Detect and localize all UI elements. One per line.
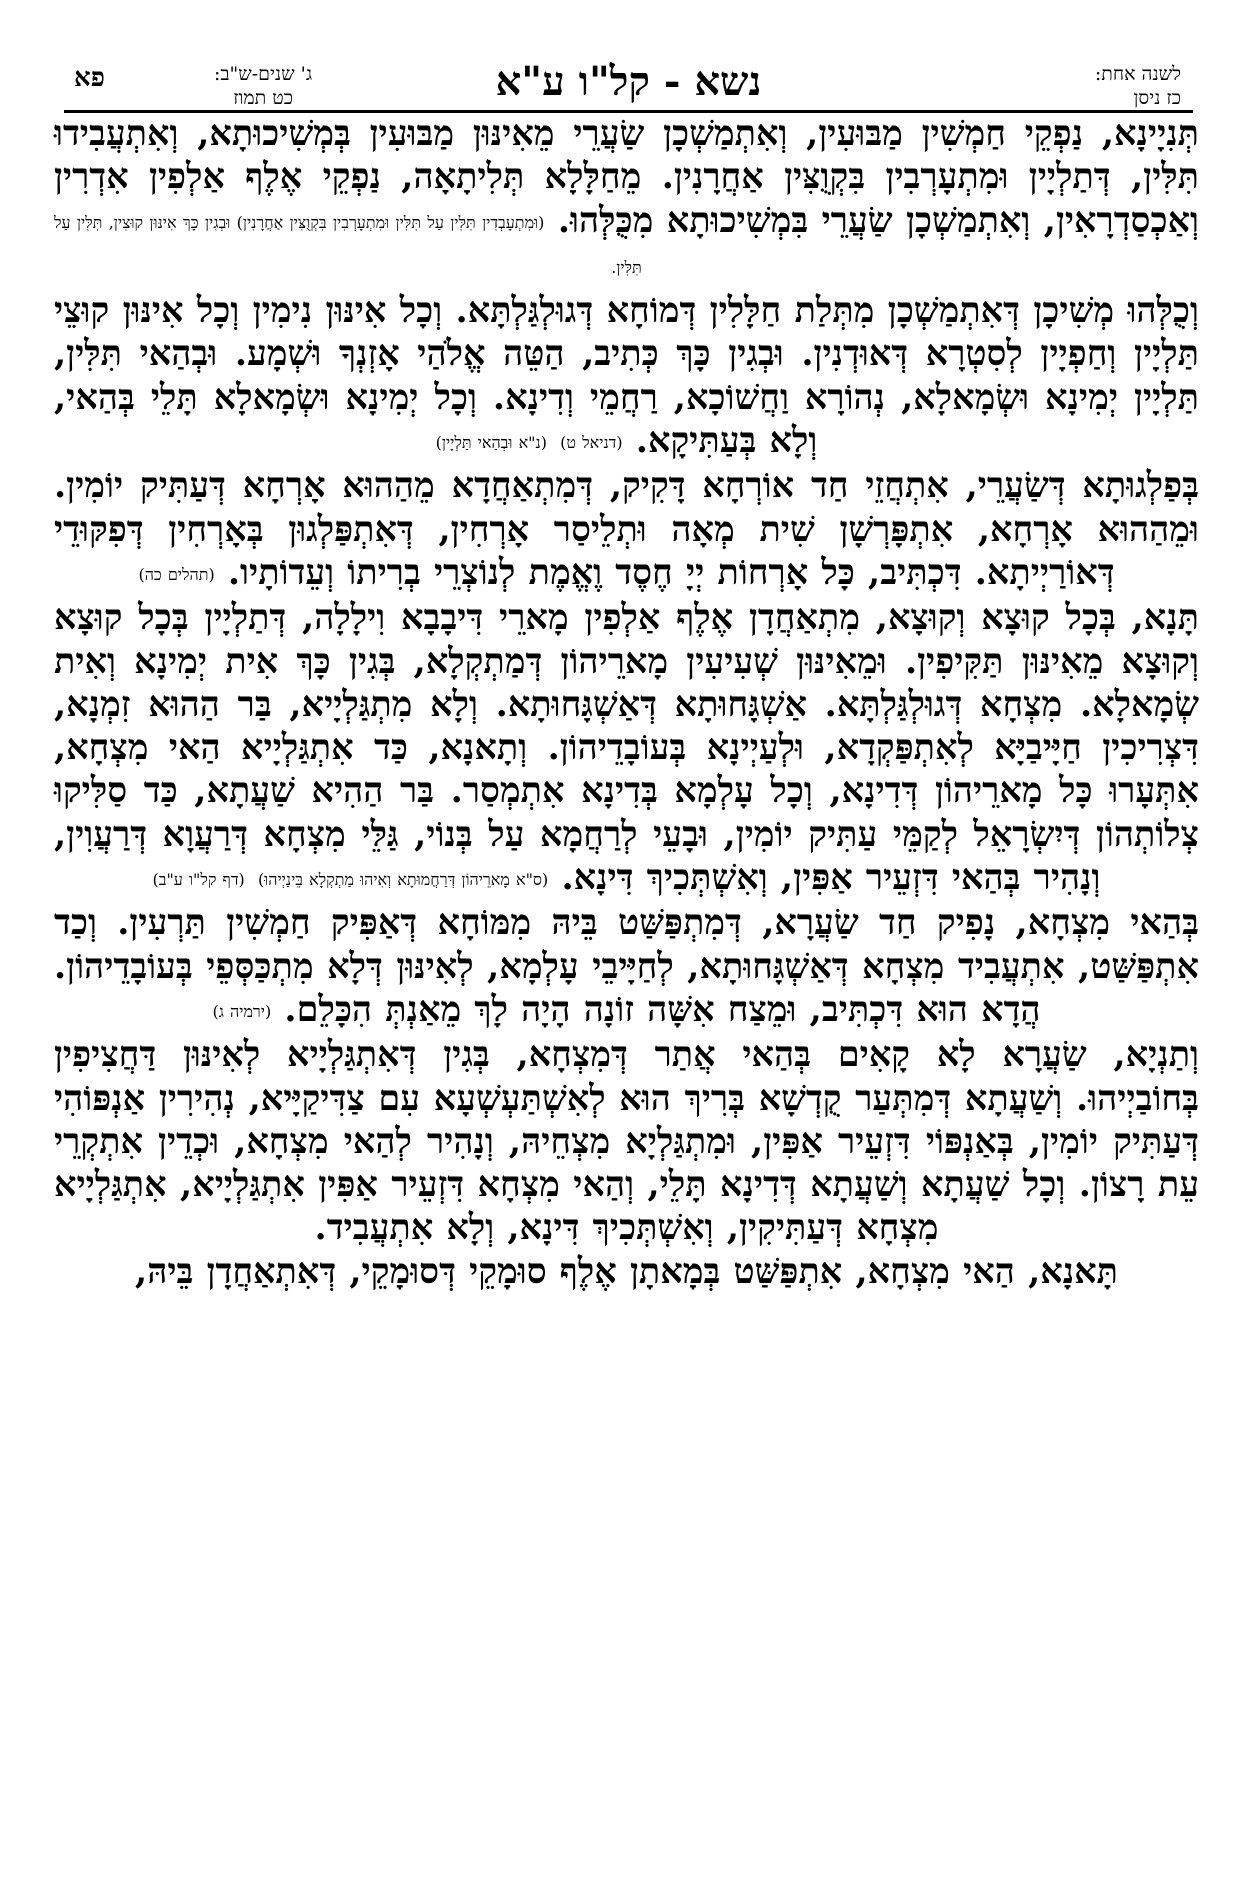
paragraph-7 <box>54 1250 1199 1293</box>
note-daf-reference: (דף קל"ו ע"ב) <box>152 870 245 890</box>
paragraph-5-text: בְּהַאי מִצְחָא, נָפִיק חַד שַׂעֲרָא, דְּמִתְפַּשַּׁט בֵּיהּ מִמּוֹחָא דְּאַפִּיק חַמְשִׁין תַּרְעִין. וְכַד אִתְפַּשַּׁט, אִתְעֲבִיד מִצְחָא דְּאַשְׁגָּחוּתָא, לְחַיָּיבֵי עָלְמָא, לְאִינּוּן דְּלָא מִתְכַּסְּפֵי בְּעוֹבָדֵיהוֹן. הֲדָא הוּא דִּכְתִּיב, וּמֵצַח אִשָּׁה זוֹנָה הָיָה לָךְ מֵאַנְתְּ הִכָּלֵם. <box>54 902 1199 1030</box>
header-right-top: לשנה אחת: <box>1094 63 1181 85</box>
main-text <box>54 112 1199 1293</box>
paragraph-6 <box>54 1033 1199 1249</box>
paragraph-7-text: תָּאנָא, הַאי מִצְחָא, אִתְפַּשַּׁט בְּמָאתָן אֶלֶף סוּמָקֵי דְּסוּמָקֵי, דְּאִתְאַחֲדָן בֵּיהּ, <box>135 1250 1118 1292</box>
header-left-bottom: כט תמוז <box>233 87 293 109</box>
paragraph-2 <box>54 289 1199 464</box>
paragraph-2-text: וְכֻלְּהוּ מְשִׁיכָן דְּאִתְמַשְׁכָן מִתְּלַת חַלָּלִין דְּמוֹחָא דְּגוּלְגַּלְתָּא. וְכָל אִינּוּן נִימִין וְכָל אִינּוּן קוּצֵי תַּלְיָין וְחַפְיָין לְסִטְרָא דְּאוּדְנִין. וּבְגִין כָּךְ כְּתִיב, הַטֵּה אֱלֹהַי אָזְנְךָ וּשְׁמָע. וּבְהַאי תִּלִּין, תַּלְיָין יְמִינָא וּשְׂמָאלָא, נְהוֹרָא וַחֲשׁוֹכָא, רַחֲמֵי וְדִינָא. וְכָל יְמִינָא וּשְׂמָאלָא תָּלֵי בְּהַאי, וְלָא בְּעַתִּיקָא. <box>54 290 1199 462</box>
note-variant-reading: (נ"א וּבְהַאי תַּלְיָין) <box>435 433 547 453</box>
paragraph-1-text: תְּנִיָינָא, נַפְקֵי חַמְשִׁין מַבּוּעִין, וְאִתְמַשְׁכָן שַׂעֲרֵי מֵאִינּוּן מַבּוּעִין בְּמְשִׁיכוּתָא, וְאִתְעֲבִידוּ תִּלִּין, דְּתַלְיָין וּמִתְעָרְבִין בִּקְוֻצִּין אַחֲרָנִין. מֵחַלָּלָא תְּלִיתָאָה, נַפְקֵי אֶלֶף אַלְפִין אִדְרִין וְאַכְסַדְרָאִין, וְאִתְמַשְׁכָן שַׂעֲרֵי בִּמְשִׁיכוּתָא מִכֻּלְּהוּ. <box>54 113 1199 241</box>
paragraph-6-text: וְתַנְיָא, שַׂעֲרָא לָא קָאִים בְּהַאי אֲתַר דְּמִצְחָא, בְּגִין דְּאִתְגַּלְיָיא לְאִינּוּן דַּחֲצִיפִין בְּחוֹבַיְיהוּ. וְשַׁעֲתָא דְּמִתְּעַר קֻדְשָׁא בְּרִיךְ הוּא לְאִשְׁתַּעְשְׁעָא עִם צַדִּיקַיָּיא, נְהִירִין אַנְפּוֹהִי דְּעַתִּיק יוֹמִין, בְּאַנְפּוֹי דִּזְעֵיר אַפִּין, וּמִתְגַּלְיָא מִצְחֵיהּ, וְנָהִיר לְהַאי מִצְחָא, וּכְדֵין אִתְקְרֵי עֵת רָצוֹן. וְכָל שַׁעֲתָא וְשַׁעֲתָא דְּדִינָא תָּלֵי, וְהַאי מִצְחָא דִּזְעֵיר אַפִּין אִתְגַּלְיָיא, אִתְגַּלְיָיא מִצְחָא דְּעַתִּיקִין, וְאִשְׁתְּכִיךְ דִּינָא, וְלָא אִתְעֲבִיד. <box>54 1034 1199 1249</box>
header-left-note <box>214 62 312 110</box>
page-header <box>64 58 1193 114</box>
header-right-bottom: כז ניסן <box>1133 87 1181 109</box>
page-number: פא <box>74 63 105 93</box>
note-yirmiyah: (ירמיה ג) <box>212 1001 272 1021</box>
paragraph-4-text: תָּנָא, בְּכָל קוּצָא וְקוּצָא, מִתְאַחֲדָן אֶלֶף אַלְפִין מָארֵי דִּיבָבָא וִילָלָה, דְּתַלְיָין בְּכָל קוּצָא וְקוּצָא מֵאִינּוּן תַּקִּיפִין. וּמֵאִינּוּן שְׁעִיעִין מָארֵיהוֹן דְּמַתְקְלָא, בְּגִין כָּךְ אִית יְמִינָא וְאִית שְׂמָאלָא. מִצְחָא דְּגוּלְגַּלְתָּא. אַשְׁגָּחוּתָא דְּאַשְׁגָּחוּתָא. וְלָא מִתְגַּלְיָיא, בַּר הַהוּא זִמְנָא, דִּצְרִיכִין חַיָּיבַיָּא לְאִתְפַּקְדָא, וּלְעַיְינָא בְּעוֹבָדֵיהוֹן. וְתָאנָא, כַּד אִתְגַּלְיָיא הַאי מִצְחָא, אִתְּעָרוּ כָּל מָארֵיהוֹן דְּדִינָא, וְכָל עָלְמָא בְּדִינָא אִתְמְסַר. בַּר הַהִיא שַׁעֲתָא, כַּד סַלִּיקוּ צְלוֹתְהוֹן דְּיִשְׂרָאֵל לְקַמֵּי עַתִּיק יוֹמִין, וּבָעֵי לְרַחֲמָא עַל בְּנוֹי, גַּלֵּי מִצְחָא דְּרַעֲוָא דְּרַעֲוִין, וְנָהִיר בְּהַאי דִּזְעֵיר אַפִּין, וְאִשְׁתְּכִיךְ דִּינָא. <box>54 597 1199 899</box>
paragraph-4 <box>54 596 1199 901</box>
paragraph-3 <box>54 464 1199 596</box>
page-title: נשא - קל"ו ע"א <box>495 58 762 105</box>
paragraph-5 <box>54 901 1199 1033</box>
note-daniel: (דניאל ט) <box>560 433 623 453</box>
paragraph-1 <box>54 112 1199 289</box>
header-left-top: ג' שנים-ש"ב: <box>214 63 313 85</box>
paragraph-3-text: בְּפַלְגוּתָא דְּשַׂעֲרֵי, אִתְחֲזֵי חַד אוֹרְחָא דָּקִיק, דְּמִתְאַחֲדָא מֵהַהוּא אָרְחָא דְּעַתִּיק יוֹמִין. וּמֵהַהוּא אָרְחָא, אִתְפָּרְשָׁן שִׁית מְאָה וּתְלֵיסַר אָרְחִין, דְּאִתְפַּלְגוּן בְּאָרְחִין דְּפִקּוּדֵי דְּאוֹרַיְיתָא. דִּכְתִּיב, כָּל אָרְחוֹת יְיָ חֶסֶד וֶאֱמֶת לְנוֹצְרֵי בְרִיתוֹ וְעֵדוֹתָיו. <box>54 465 1199 593</box>
paragraph-1-inline-note: (וּמִתְעָבְדִין תִּלִּין עַל תִּלִּין וּמִתְעָרְבִין בִּקְוֻצִּין אַחֲרָנִין) וּבְגִין כָּךְ אִינּוּן קוּצִין, תִּלִּין עַל תִּלִּין. <box>54 212 642 277</box>
note-sefer-acher: (ס"א מָארֵיהוֹן דְּרַחֲמוּתָא וְאִיהוּ מַתְקְלָא בֵּינַיְיהוּ) <box>257 870 549 890</box>
note-tehilim: (תהלים כה) <box>138 564 215 584</box>
